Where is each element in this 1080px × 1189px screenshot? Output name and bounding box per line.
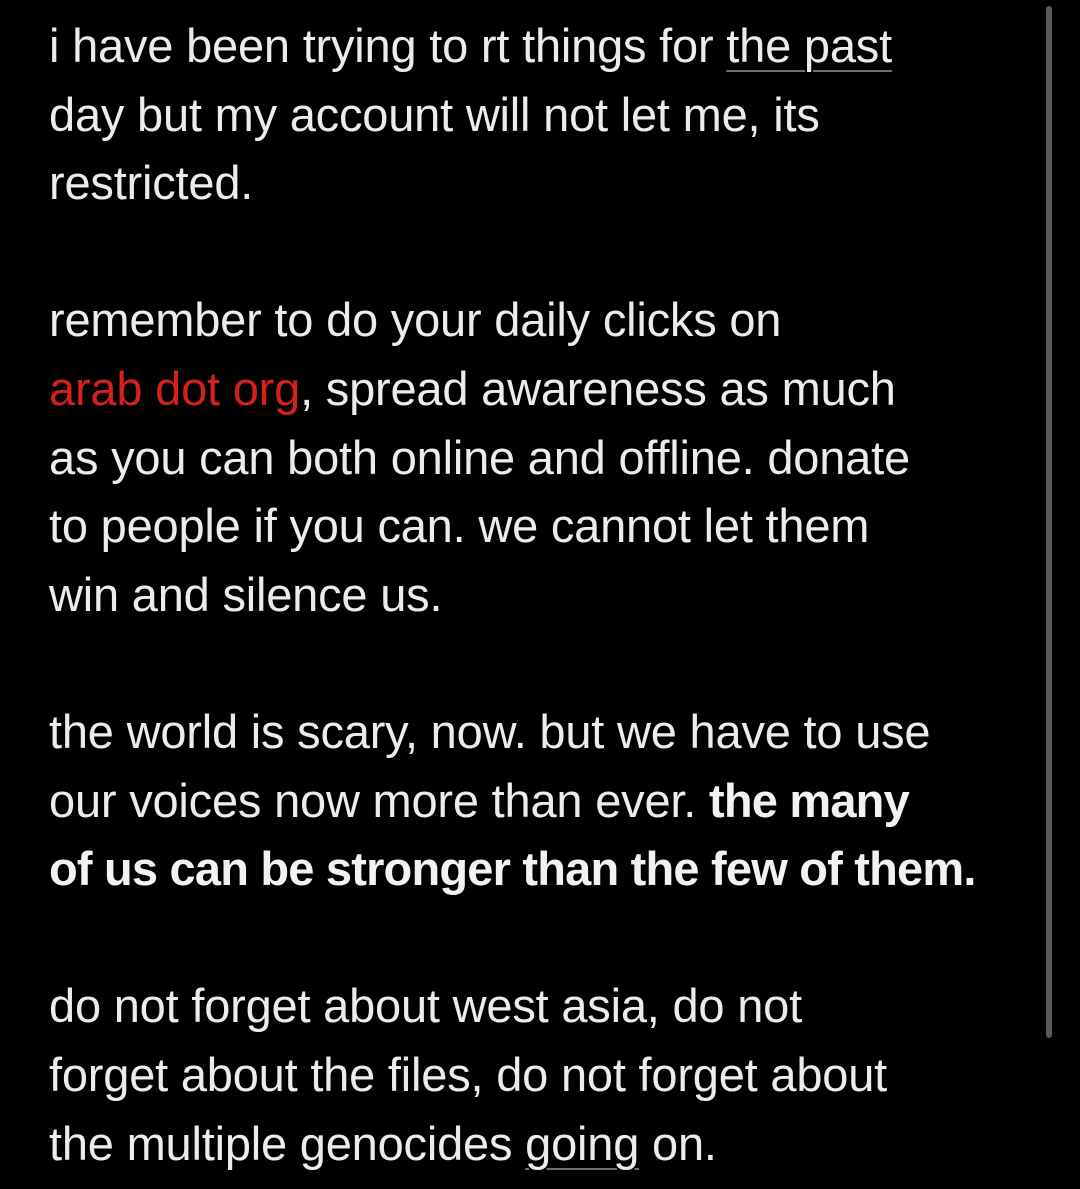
- vertical-scrollbar[interactable]: [1046, 6, 1052, 1038]
- text-span: the multiple genocides: [49, 1116, 526, 1170]
- spellcheck-underlined-text: going: [525, 1116, 640, 1170]
- text-line: [49, 355, 1039, 424]
- text-span: i have been trying to rt things for: [49, 19, 727, 72]
- paragraph-use-voices: [49, 698, 1039, 904]
- paragraph-daily-clicks: [49, 286, 1039, 629]
- text-line: [49, 1110, 1039, 1179]
- bold-text: of us can be stronger than the few of them.: [49, 842, 976, 896]
- text-line: [49, 835, 1039, 904]
- text-span: on.: [639, 1116, 717, 1170]
- bold-text: the many: [708, 773, 909, 827]
- arab-dot-org-link[interactable]: arab dot org: [49, 361, 301, 415]
- text-span: our voices now more than ever.: [49, 773, 709, 827]
- text-line: win and silence us.: [49, 567, 443, 621]
- paragraph-account-restricted: [49, 12, 1039, 218]
- text-line: restricted.: [49, 156, 254, 210]
- text-line: do not forget about west asia, do not: [49, 979, 802, 1033]
- text-line: as you can both online and offline. donate: [49, 430, 910, 484]
- text-line: remember to do your daily clicks on: [49, 293, 782, 347]
- text-line: forget about the files, do not forget about: [49, 1047, 887, 1101]
- note-body: [49, 12, 1039, 1178]
- text-line: the world is scary, now. but we have to use: [49, 704, 931, 758]
- text-line: [49, 767, 1039, 836]
- text-line: [49, 12, 1039, 81]
- text-line: day but my account will not let me, its: [49, 87, 820, 141]
- paragraph-do-not-forget: [49, 972, 1039, 1178]
- text-line: to people if you can. we cannot let them: [49, 499, 870, 553]
- text-span: , spread awareness as much: [300, 361, 896, 415]
- spellcheck-underlined-text: the past: [726, 19, 892, 72]
